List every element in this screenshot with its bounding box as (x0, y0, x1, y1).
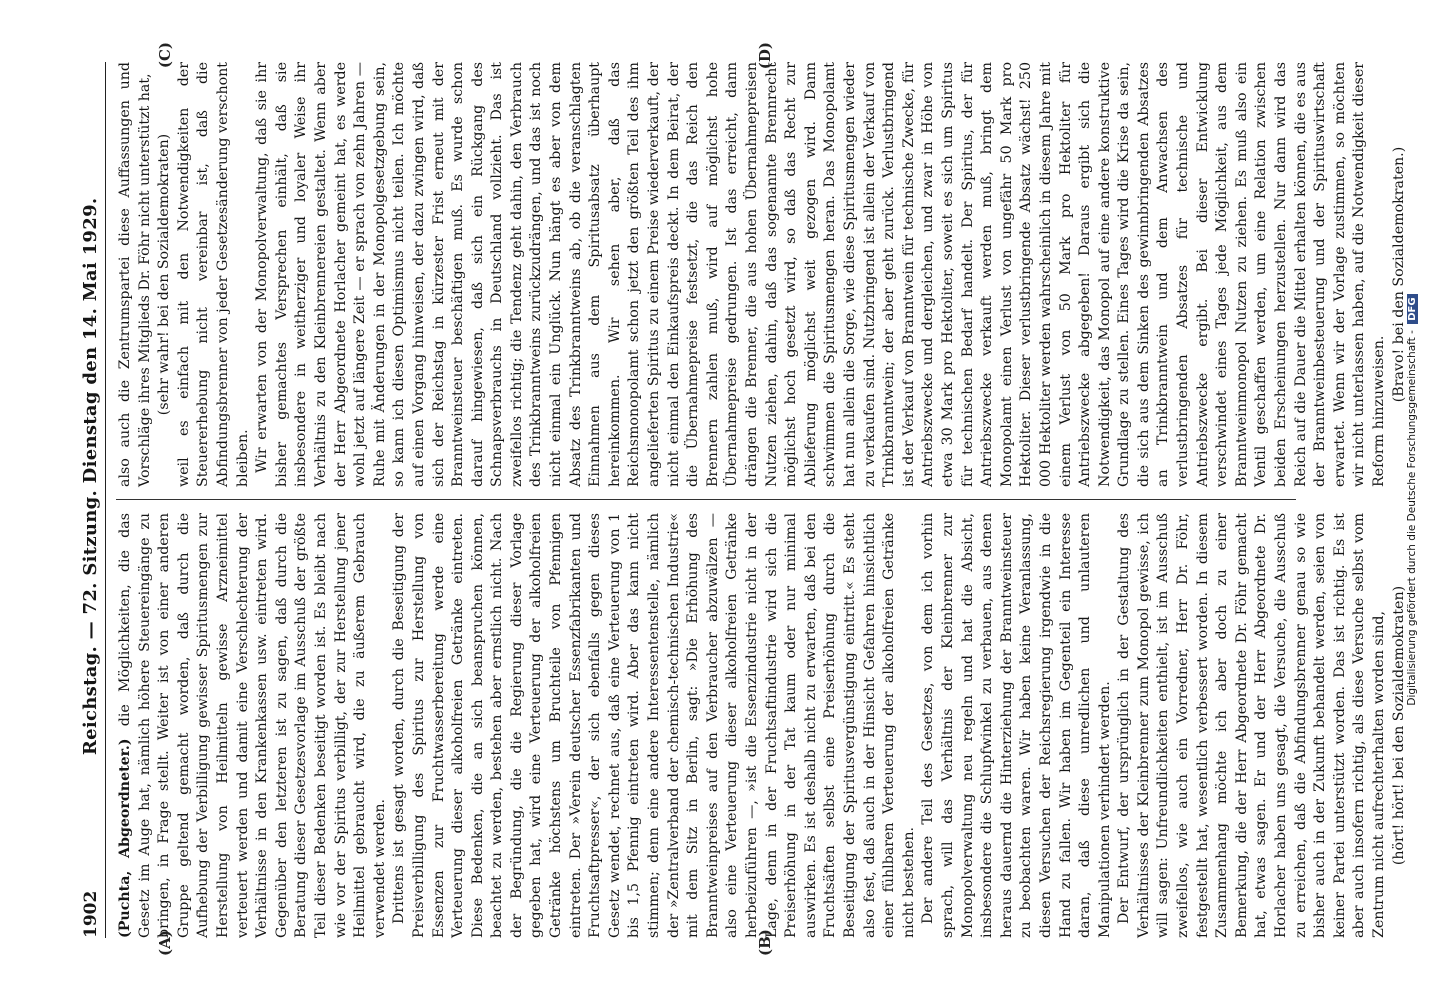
credit-text: Digitalisierung gefördert durch die Deutsche Forschungsgemeinschaft - (1406, 330, 1418, 706)
margin-marker-a: (A) (156, 930, 174, 956)
paragraph: Drittens ist gesagt worden, durch die Beseitigung der Preisverbilligung des Spiritus zur Herstellung von Essenzen zur Fruchtwasserbereitung werde eine Verteuerung dieser alkoholfreien Getränke eintreten. Diese Bedenken, die an sich beanspruchen können, beachtet zu werden, bestehen aber ernstlich nicht. Nach der Begründung, die die Regierung dieser Vorlage gegeben hat, wird eine Verteuerung der alkoholfreien Getränke höchstens um Bruchteile von Pfennigen eintreten. Der »Verein deutscher Essenzfabrikanten und Fruchtsaftpresser«, der sich ebenfalls gegen dieses Gesetz wendet, rechnet aus, daß eine Verteuerung von 1 bis 1,5 Pfennig eintreten wird. Aber das kann nicht stimmen; denn eine andere Interessentenstelle, nämlich der »Zentralverband der chemisch-technischen Industrie« mit dem Sitz in Berlin, sagt: »Die Erhöhung des Branntweinpreises auf den Verbraucher abzuwälzen — also eine Verteuerung dieser alkoholfreien Getränke herbeizuführen —, »ist die Essenzindustrie nicht in der Lage, denn in der Fruchtsaftindustrie wird sich die Preiserhöhung in der Tat kaum oder nur minimal auswirken. Es ist deshalb nicht zu erwarten, daß bei den Fruchtsäften selbst eine Preiserhöhung durch die Beseitigung der Spiritusvergünstigung eintritt.« Es steht also fest, daß auch in der Hinsicht Gefahren hinsichtlich einer fühlbaren Verteuerung der alkoholfreien Getränke nicht bestehen. (391, 513, 917, 938)
left-column (116, 513, 1407, 938)
printed-page (57, 40, 1407, 960)
digitization-credit (1406, 10, 1418, 990)
dfg-logo: DFG (1407, 294, 1418, 323)
right-column (116, 62, 1407, 487)
page-number: 1902 (81, 890, 101, 938)
margin-marker-c: (C) (156, 42, 174, 69)
column-divider (116, 499, 1296, 500)
paragraph: also auch die Zentrumspartei diese Auffassungen und Vorschläge ihres Mitglieds Dr. Föhr nicht unterstützt hat, (117, 62, 153, 487)
text-columns (116, 42, 1407, 956)
page-header (75, 62, 106, 938)
paragraph: Der Entwurf, der ursprünglich in der Gestaltung des Verhältnisses der Kleinbrenner zum Monopol gewisse, ich will sagen: Unfreundlichkeiten enthielt, ist im Ausschuß zweifellos, wie auch ein Vorredner, Herr Dr. Föhr, festgestellt hat, wesentlich verbessert worden. In diesem Zusammenhang möchte ich aber doch zu einer Bemerkung, die der Herr Abgeordnete Dr. Föhr gemacht hat, etwas sagen. Er und der Herr Abgeordnete Dr. Horlacher haben uns gesagt, die Versuche, die Ausschuß zu erreichen, daß die Abfindungsbrenner genau so wie bisher auch in der Zukunft behandelt werden, seien von keiner Partei unterstützt worden. Das ist richtig. Es ist aber auch insofern richtig, als diese Versuche selbst vom Zentrum nicht aufrechterhalten worden sind, (1116, 513, 1387, 938)
speaker-label: (Puchta, Abgeordneter.) (117, 738, 133, 938)
paragraph: Wir erwarten von der Monopolverwaltung, daß sie ihr bisher gemachtes Versprechen einhält, daß sie insbesondere in weitherziger und loyaler Weise ihr Verhältnis zu den Kleinbrennereien gestaltet. Wenn aber der Herr Abgeordnete Horlacher gemeint hat, es werde wohl jetzt auf längere Zeit — er sprach von zehn Jahren — Ruhe mit Änderungen in der Monopolgesetzgebung sein, so kann ich diesen Optimismus nicht teilen. Ich möchte auf einen Vorgang hinweisen, der dazu zwingen wird, daß sich der Reichstag in kürzester Frist erneut mit der Branntweinsteuer beschäftigen muß. Es wurde schon darauf hingewiesen, daß sich ein Rückgang des Schnapsverbrauchs in Deutschland vollzieht. Das ist zweifellos richtig; die Tendenz geht dahin, den Verbrauch des Trinkbranntweins zurückzudrängen, und das ist noch nicht einmal ein Unglück. Nun hängt es aber von dem Absatz des Trinkbranntweins ab, ob die veranschlagten Einnahmen aus dem Spiritusabsatz überhaupt hereinkommen. Wir sehen aber, daß das Reichsmonopolamt schon jetzt den größten Teil des ihm angelieferten Spiritus zu einem Preise wiederverkauft, der nicht einmal den Einkaufspreis deckt. In dem Beirat, der die Übernahmepreise festsetzt, die das Reich den Brennern zahlen muß, wird auf möglichst hohe Übernahmepreise gedrungen. Ist das erreicht, dann drängen die Brenner, die aus hohen Übernahmepreisen Nutzen ziehen, dahin, daß das sogenannte Brennrecht möglichst hoch gesetzt wird, so daß das Recht zur Ablieferung möglichst weit gezogen wird. Dann schwimmen die Spiritusmengen heran. Das Monopolamt hat nun allein die Sorge, wie diese Spiritusmengen wieder zu verkaufen sind. Nutzbringend ist allein der Verkauf von Trinkbranntwein; der aber geht zurück. Verlustbringend ist der Verkauf von Branntwein für technische Zwecke, für Antriebszwecke und dergleichen, und zwar in Höhe von etwa 30 Mark pro Hektoliter, soweit es sich um Spiritus für technischen Bedarf handelt. Der Spiritus, der für Antriebszwecke verkauft werden muß, bringt dem Monopolamt einen Verlust von ungefähr 50 Mark pro Hektoliter. Dieser verlustbringende Absatz wächst! 250 000 Hektoliter werden wahrscheinlich in diesem Jahre mit einem Verlust von 50 Mark pro Hektoliter für Antriebszwecke abgegeben! Daraus ergibt sich die Notwendigkeit, das Monopol auf eine andere konstruktive Grundlage zu stellen. Eines Tages wird die Krise da sein, die sich aus dem Sinken des gewinnbringenden Absatzes an Trinkbranntwein und dem Anwachsen des verlustbringenden Absatzes für technische und Antriebszwecke ergibt. Bei dieser Entwicklung verschwindet eines Tages jede Möglichkeit, aus dem Branntweinmonopol Nutzen zu ziehen. Es muß also ein Ventil geschaffen werden, um eine Relation zwischen beiden Erscheinungen herzustellen. Nur dann wird das Reich auf die Dauer die Mittel erhalten können, die es aus der Branntweinbesteuerung und der Spirituswirtschaft erwartet. Wenn wir der Vorlage zustimmen, so möchten wir nicht unterlassen haben, auf die Notwendigkeit dieser Reform hinzuweisen. (254, 62, 1387, 487)
margin-marker-d: (D) (756, 42, 774, 70)
interjection: (hört! hört! bei den Sozialdemokraten) (1390, 585, 1407, 866)
paragraph: die Möglichkeiten, die das Gesetz im Auge hat, nämlich höhere Steuereingänge zu bringen, in Frage stellt. Weiter ist von einer anderen Gruppe geltend gemacht worden, daß durch die Aufhebung der Verbilligung gewisser Spiritusmengen zur Herstellung von Heilmitteln gewisse Arzneimittel verteuert werden und damit eine Verschlechterung der Verhältnisse in den Krankenkassen usw. eintreten wird. Gegenüber den letzteren ist zu sagen, daß durch die Beratung dieser Gesetzesvorlage im Ausschuß der größte Teil dieser Bedenken beseitigt worden ist. Es bleibt nach wie vor der Spiritus verbilligt, der zur Herstellung jener Heilmittel gebraucht wird, die zu äußerem Gebrauch verwendet werden. (117, 513, 388, 938)
paragraph: Der andere Teil des Gesetzes, von dem ich vorhin sprach, will das Verhältnis der Kleinbrenner zur Monopolverwaltung neu regeln und hat die Absicht, insbesondere die Schlupfwinkel zu verbauen, aus denen heraus dauernd die Hinterziehung der Branntweinsteuer zu beobachten waren. Wir haben keine Veranlassung, diesen Versuchen der Reichsregierung irgendwie in die Hand zu fallen. Wir haben im Gegenteil ein Interesse daran, daß diese unredlichen und unlauteren Manipulationen verhindert werden. (920, 513, 1113, 938)
interjection: (Bravo! bei den Sozialdemokraten.) (1390, 146, 1407, 403)
interjection: (sehr wahr! bei den Sozialdemokraten) (156, 133, 173, 416)
running-title: Reichstag. — 72. Sitzung. Dienstag den 14. Mai 1929. (80, 197, 101, 756)
paragraph: weil es einfach mit den Notwendigkeiten der Steuererhebung nicht vereinbar ist, daß die Abfindungsbrenner von jeder Gesetzesänderung verschont bleiben. (175, 62, 251, 487)
margin-marker-b: (B) (756, 929, 774, 956)
